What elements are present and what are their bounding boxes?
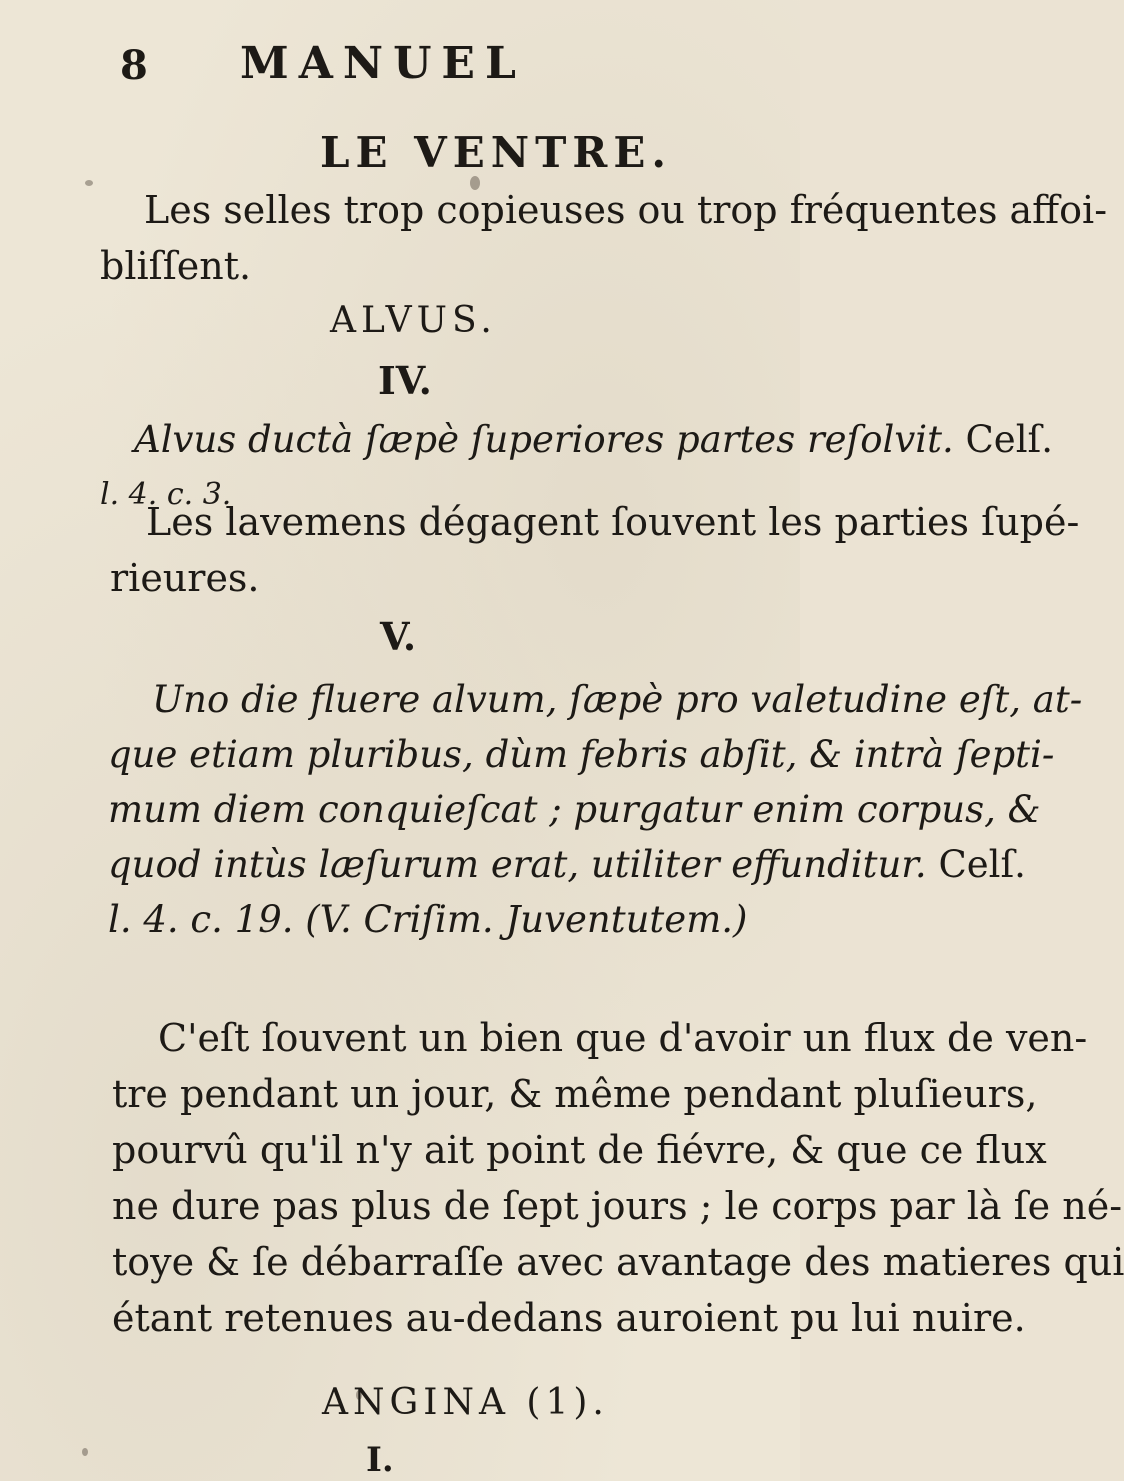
text-line: Uno die fluere alvum, ſæpè pro valetudine eſt, at- — [152, 678, 1083, 721]
text-line: l. 4. c. 3. — [100, 477, 232, 512]
paragraph-french-1 — [100, 182, 1107, 294]
text-line: l. 4. c. 19. (V. Criſim. Juventutem.) — [108, 898, 748, 941]
text-line: que etiam pluribus, dùm febris abſit, & intrà ſepti- — [108, 733, 1055, 776]
latin-quote-2 — [108, 672, 1082, 947]
text-line: pourvû qu'il n'y ait point de fiévre, & que ce flux — [112, 1128, 1047, 1172]
page-number: 8 — [120, 42, 148, 89]
heading-angina: ANGINA (1). — [322, 1382, 609, 1423]
number-i: I. — [366, 1440, 394, 1480]
number-v: V. — [380, 614, 417, 659]
section-title: LE VENTRE. — [320, 128, 672, 177]
text-line: ne dure pas plus de ſept jours ; le corps par là ſe né- — [112, 1184, 1123, 1228]
text-line: quod intùs læſurum erat, utiliter effunditur. — [108, 843, 927, 886]
text-line: rieures. — [110, 556, 260, 600]
text-line: tre pendant un jour, & même pendant pluſieurs, — [112, 1072, 1038, 1116]
text-line: C'eſt ſouvent un bien que d'avoir un flux de ven- — [158, 1016, 1088, 1060]
ink-speck — [85, 180, 93, 186]
text-line: étant retenues au-dedans auroient pu lui nuire. — [112, 1296, 1026, 1340]
ink-speck — [82, 1448, 88, 1456]
paragraph-french-2 — [110, 494, 1079, 606]
text-line: Les lavemens dégagent ſouvent les parties ſupé- — [146, 500, 1080, 544]
heading-alvus: ALVUS. — [330, 300, 497, 341]
citation-ref: Celſ. — [938, 843, 1026, 886]
text-line: Les selles trop copieuses ou trop fréquentes affoi- — [144, 188, 1108, 232]
text-line: Alvus ductà ſæpè ſuperiores partes reſolvit. — [134, 418, 954, 461]
paragraph-french-3 — [112, 1010, 1124, 1346]
citation-ref: Celſ. — [965, 418, 1053, 461]
text-line: mum diem conquieſcat ; purgatur enim corpus, & — [108, 788, 1041, 831]
text-line: toye & ſe débarraſſe avec avantage des matieres qui — [112, 1240, 1124, 1284]
number-iv: IV. — [378, 358, 432, 403]
running-head: MANUEL — [240, 38, 526, 89]
text-line: bliſſent. — [100, 244, 252, 288]
